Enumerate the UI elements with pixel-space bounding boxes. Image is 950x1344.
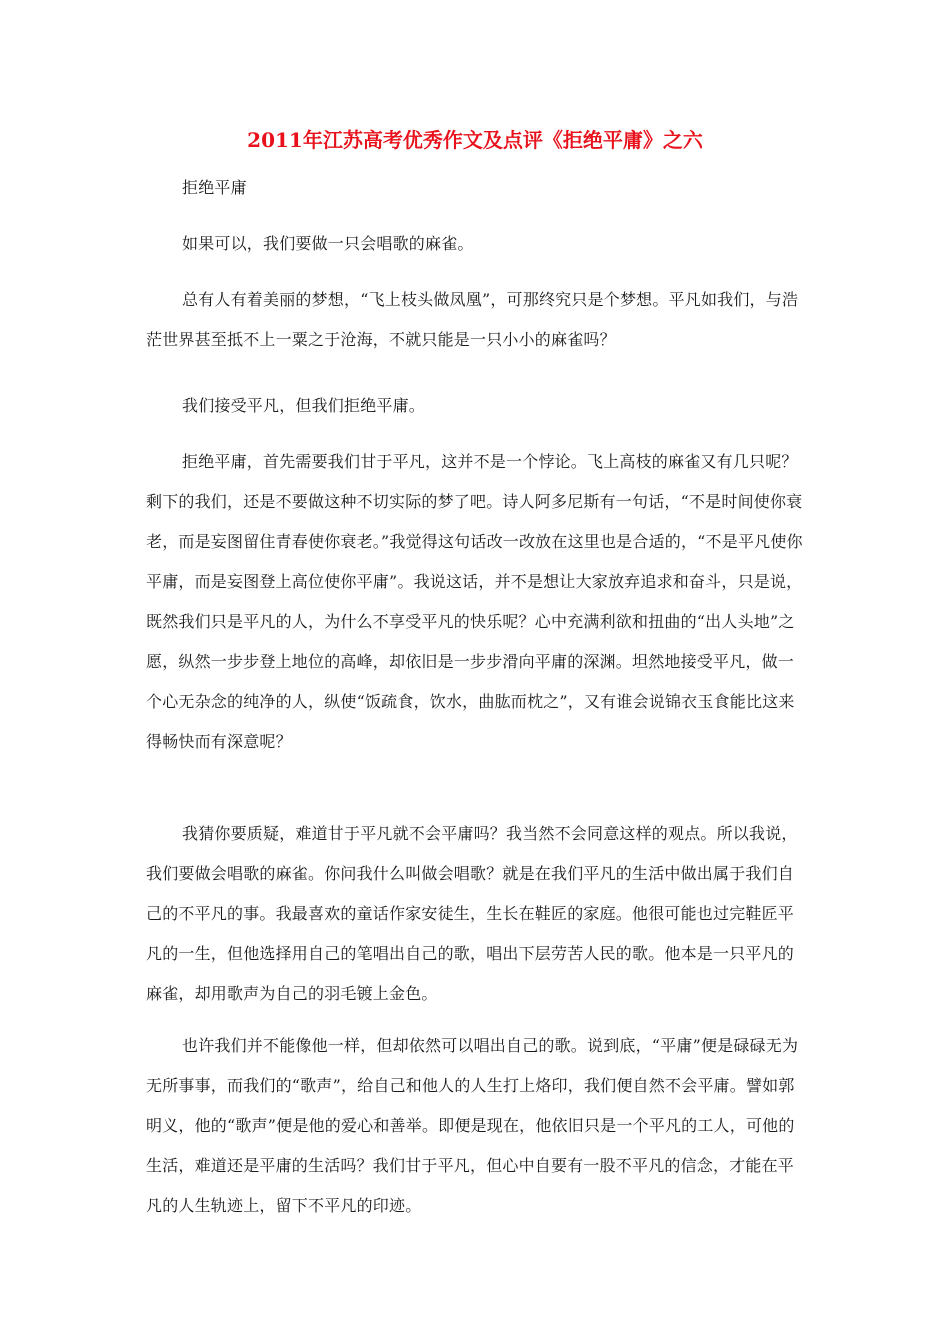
paragraph-text: 如果可以，我们要做一只会唱歌的麻雀。 xyxy=(182,234,474,253)
paragraph-5 xyxy=(146,814,810,1014)
paragraph-6 xyxy=(146,1026,810,1226)
essay-title xyxy=(146,168,810,208)
paragraph-text: 拒绝平庸，首先需要我们甘于平凡，这并不是一个悖论。飞上高枝的麻雀又有几只呢？剩下的我们，还是不要做这种不切实际的梦了吧。诗人阿多尼斯有一句话，“不是时间使你衰老，而是妄图留住青春使你衰老。”我觉得这句话改一改放在这里也是合适的，“不是平凡使你平庸，而是妄图登上高位使你平庸”。我说这话，并不是想让大家放弃追求和奋斗，只是说，既然我们只是平凡的人，为什么不享受平凡的快乐呢？心中充满利欲和扭曲的“出人头地”之愿，纵然一步步登上地位的高峰，却依旧是一步步滑向平庸的深渊。坦然地接受平凡，做一个心无杂念的纯净的人，纵使“饭疏食，饮水，曲肱而枕之”，又有谁会说锦衣玉食能比这来得畅快而有深意呢？ xyxy=(146,452,803,751)
paragraph-text: 我们接受平凡，但我们拒绝平庸。 xyxy=(182,396,426,415)
paragraph-2 xyxy=(146,280,810,360)
paragraph-3 xyxy=(146,386,810,426)
paragraph-1 xyxy=(146,224,810,264)
paragraph-text: 总有人有着美丽的梦想，“飞上枝头做凤凰”，可那终究只是个梦想。平凡如我们，与浩茫世界甚至抵不上一粟之于沧海，不就只能是一只小小的麻雀吗？ xyxy=(146,290,799,349)
paragraph-4 xyxy=(146,442,810,762)
paragraph-text: 也许我们并不能像他一样，但却依然可以唱出自己的歌。说到底，“平庸”便是碌碌无为无所事事，而我们的“歌声”，给自己和他人的人生打上烙印，我们便自然不会平庸。譬如郭明义，他的“歌声”便是他的爱心和善举。即便是现在，他依旧只是一个平凡的工人，可他的生活，难道还是平庸的生活吗？我们甘于平凡，但心中自要有一股不平凡的信念，才能在平凡的人生轨迹上，留下不平凡的印迹。 xyxy=(146,1036,799,1215)
document-title: 2011年江苏高考优秀作文及点评《拒绝平庸》之六 xyxy=(247,128,703,152)
paragraph-text: 我猜你要质疑，难道甘于平凡就不会平庸吗？我当然不会同意这样的观点。所以我说，我们要做会唱歌的麻雀。你问我什么叫做会唱歌？就是在我们平凡的生活中做出属于我们自己的不平凡的事。我最喜欢的童话作家安徒生，生长在鞋匠的家庭。他很可能也过完鞋匠平凡的一生，但他选择用自己的笔唱出自己的歌，唱出下层劳苦人民的歌。他本是一只平凡的麻雀，却用歌声为自己的羽毛镀上金色。 xyxy=(146,824,798,1003)
essay-title-text: 拒绝平庸 xyxy=(182,178,247,197)
